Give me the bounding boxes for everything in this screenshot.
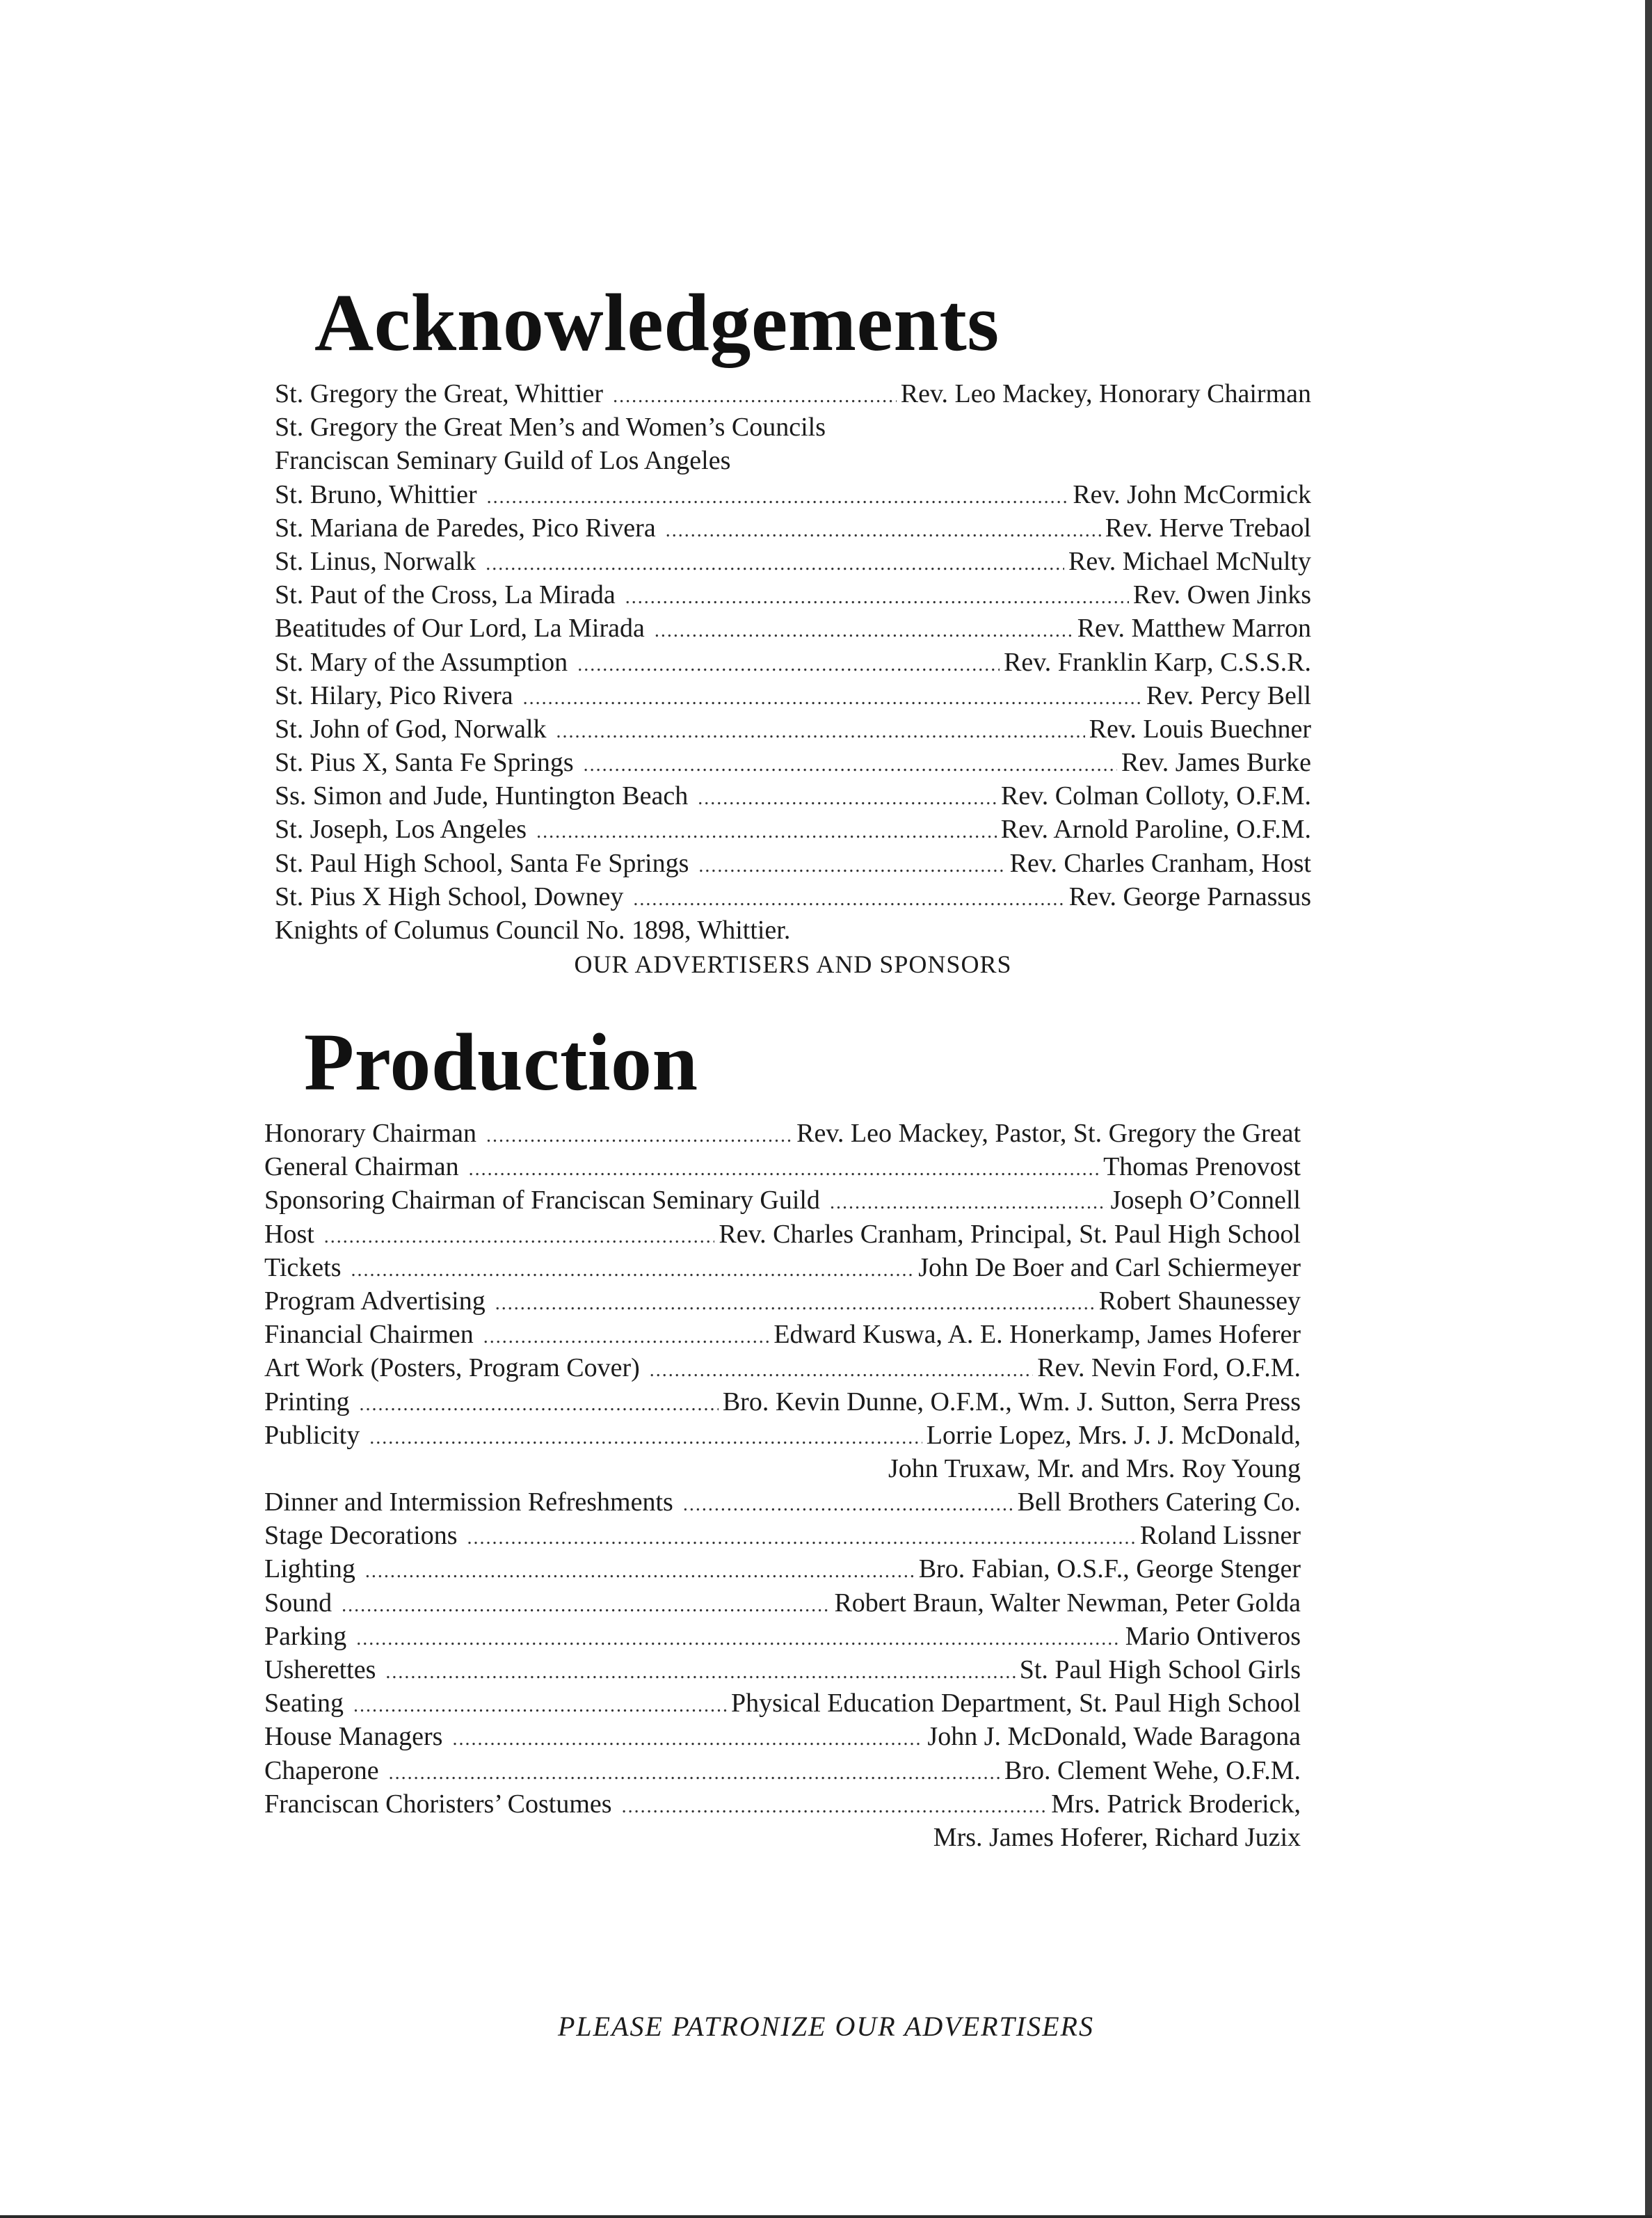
production-entry-name: Usherettes (264, 1655, 376, 1684)
dot-leader (359, 1388, 718, 1421)
acknowledgements-heading: Acknowledgements (314, 277, 1000, 368)
production-entry (264, 1787, 1301, 1821)
production-entry (264, 1519, 1301, 1552)
production-entry-credit: St. Paul High School Girls (1019, 1655, 1301, 1684)
production-entry-name: Art Work (Posters, Program Cover) (264, 1353, 640, 1383)
dot-leader (698, 782, 997, 815)
production-entry-credit: Bro. Clement Wehe, O.F.M. (1004, 1755, 1301, 1785)
production-entry (264, 1351, 1301, 1385)
acknowledgement-entry (275, 913, 1311, 947)
acknowledgement-entry-credit: Rev. Colman Colloty, O.F.M. (1001, 781, 1311, 811)
production-entry (264, 1485, 1301, 1519)
production-entry-credit: Bell Brothers Catering Co. (1017, 1487, 1301, 1517)
acknowledgement-entry-name: St. Gregory the Great, Whittier (275, 379, 604, 408)
acknowledgement-entry-name: St. Mary of the Assumption (275, 647, 568, 677)
production-entry-name: Program Advertising (264, 1286, 486, 1316)
dot-leader (683, 1488, 1013, 1522)
acknowledgement-entry-name: St. Bruno, Whittier (275, 479, 477, 509)
production-list (264, 1117, 1301, 1854)
production-entry-name: Dinner and Intermission Refreshments (264, 1487, 673, 1517)
production-entry-credit: Robert Braun, Walter Newman, Peter Golda (834, 1588, 1301, 1618)
acknowledgement-entry-name: Franciscan Seminary Guild of Los Angeles (275, 446, 731, 476)
production-entry-name: Financial Chairmen (264, 1320, 474, 1350)
dot-leader (389, 1757, 1000, 1790)
dot-leader (486, 1119, 792, 1153)
dot-leader (536, 815, 997, 849)
dot-leader (486, 548, 1064, 581)
production-entry (264, 1284, 1301, 1318)
dot-leader (633, 883, 1064, 916)
acknowledgement-entry-name: St. Hilary, Pico Rivera (275, 680, 513, 710)
dot-leader (483, 1321, 770, 1354)
acknowledgement-entry-name: St. John of God, Norwalk (275, 714, 547, 744)
production-entry-credit: Roland Lissner (1139, 1521, 1301, 1551)
acknowledgement-entry-credit: Rev. George Parnassus (1068, 881, 1311, 911)
dot-leader (523, 682, 1142, 715)
acknowledgement-entry (275, 779, 1311, 813)
production-heading: Production (304, 1016, 698, 1108)
acknowledgement-entry-name: St. Gregory the Great Men’s and Women’s Councils (275, 413, 826, 442)
acknowledgement-entry-credit: Rev. Louis Buechner (1089, 714, 1311, 744)
production-entry-credit: Rev. Leo Mackey, Pastor, St. Gregory the Great (796, 1119, 1301, 1148)
production-entry-name: Honorary Chairman (264, 1119, 476, 1148)
production-entry (264, 1552, 1301, 1586)
acknowledgement-entry (275, 578, 1311, 612)
patronize-advertisers-note: PLEASE PATRONIZE OUR ADVERTISERS (558, 2011, 1094, 2042)
acknowledgement-entry-name: St. Paut of the Cross, La Mirada (275, 580, 616, 610)
dot-leader (342, 1589, 830, 1622)
acknowledgement-entry-credit: Rev. Franklin Karp, C.S.S.R. (1004, 647, 1311, 677)
production-entry-credit: Physical Education Department, St. Paul High School (730, 1689, 1301, 1718)
acknowledgement-entry-credit: Rev. Owen Jinks (1132, 580, 1311, 610)
production-entry (264, 1653, 1301, 1686)
production-entry-credit: Joseph O’Connell (1110, 1186, 1301, 1215)
acknowledgement-entry-name: St. Paul High School, Santa Fe Springs (275, 848, 689, 878)
production-entry (264, 1821, 1301, 1854)
production-entry (264, 1754, 1301, 1787)
dot-leader (650, 1354, 1033, 1387)
dot-leader (625, 581, 1129, 614)
acknowledgement-entry-name: Ss. Simon and Jude, Huntington Beach (275, 781, 689, 811)
production-entry-credit: Thomas Prenovost (1103, 1152, 1301, 1182)
production-entry (264, 1251, 1301, 1284)
production-entry-name: Chaperone (264, 1755, 379, 1785)
acknowledgements-list (275, 377, 1311, 947)
production-entry-credit: Bro. Fabian, O.S.F., George Stenger (918, 1554, 1301, 1584)
production-entry-name: Printing (264, 1387, 350, 1417)
production-entry-credit: Mario Ontiveros (1125, 1621, 1301, 1651)
production-entry-credit: John J. McDonald, Wade Baragona (927, 1722, 1301, 1752)
dot-leader (385, 1656, 1015, 1689)
production-entry-name: Publicity (264, 1420, 360, 1450)
production-entry (264, 1720, 1301, 1753)
dot-leader (655, 614, 1073, 648)
acknowledgement-entry (275, 545, 1311, 578)
acknowledgement-entry-credit: Rev. Percy Bell (1146, 680, 1311, 710)
dot-leader (622, 1790, 1048, 1824)
dot-leader (469, 1153, 1099, 1186)
production-entry-credit: John Truxaw, Mr. and Mrs. Roy Young (888, 1453, 1301, 1483)
acknowledgement-entry (275, 410, 1311, 444)
dot-leader (556, 715, 1085, 749)
production-entry (264, 1419, 1301, 1452)
dot-leader (495, 1287, 1095, 1321)
production-entry (264, 1620, 1301, 1653)
dot-leader (698, 849, 1005, 883)
production-entry (264, 1318, 1301, 1351)
acknowledgement-entry (275, 679, 1311, 712)
dot-leader (487, 481, 1069, 514)
production-entry (264, 1686, 1301, 1720)
acknowledgement-entry-name: St. Linus, Norwalk (275, 546, 476, 576)
production-entry-credit: Rev. Nevin Ford, O.F.M. (1037, 1353, 1301, 1383)
dot-leader (577, 648, 1000, 682)
acknowledgement-entry (275, 813, 1311, 846)
production-entry (264, 1150, 1301, 1183)
acknowledgement-entry (275, 444, 1311, 477)
production-entry (264, 1586, 1301, 1620)
production-entry-name: General Chairman (264, 1152, 459, 1182)
production-entry-name: Sound (264, 1588, 332, 1618)
production-entry-credit: Bro. Kevin Dunne, O.F.M., Wm. J. Sutton, Serra Press (722, 1387, 1301, 1417)
acknowledgement-entry-name: St. Joseph, Los Angeles (275, 815, 527, 845)
acknowledgement-entry (275, 746, 1311, 779)
dot-leader (452, 1723, 923, 1756)
production-entry-credit: Lorrie Lopez, Mrs. J. J. McDonald, (926, 1420, 1301, 1450)
acknowledgement-entry (275, 847, 1311, 880)
acknowledgement-entry-name: Beatitudes of Our Lord, La Mirada (275, 614, 645, 644)
dot-leader (351, 1254, 915, 1287)
production-entry-credit: Rev. Charles Cranham, Principal, St. Paul High School (719, 1219, 1301, 1249)
production-entry-name: Tickets (264, 1252, 342, 1282)
page-bottom-edge (0, 2215, 1652, 2218)
acknowledgement-entry-credit: Rev. Arnold Paroline, O.F.M. (1000, 815, 1311, 845)
production-entry-name: Seating (264, 1689, 344, 1718)
production-entry-name: Franciscan Choristers’ Costumes (264, 1789, 612, 1819)
dot-leader (467, 1522, 1136, 1555)
dot-leader (356, 1622, 1121, 1656)
production-entry-credit: Mrs. Patrick Broderick, (1051, 1789, 1301, 1819)
production-entry (264, 1183, 1301, 1217)
production-entry-credit: Mrs. James Hoferer, Richard Juzix (933, 1822, 1301, 1852)
dot-leader (830, 1186, 1107, 1220)
acknowledgement-entry-credit: Rev. John McCormick (1073, 479, 1311, 509)
dot-leader (584, 749, 1117, 782)
acknowledgement-entry-name: St. Pius X, Santa Fe Springs (275, 748, 574, 778)
acknowledgement-entry-name: Knights of Columus Council No. 1898, Whittier. (275, 916, 791, 945)
acknowledgement-entry (275, 880, 1311, 913)
dot-leader (365, 1555, 915, 1588)
production-entry (264, 1385, 1301, 1419)
production-entry (264, 1218, 1301, 1251)
dot-leader (666, 514, 1101, 548)
acknowledgement-entry (275, 377, 1311, 410)
acknowledgement-entry (275, 612, 1311, 645)
acknowledgement-entry (275, 511, 1311, 545)
dot-leader (353, 1689, 727, 1723)
production-entry-name: Sponsoring Chairman of Franciscan Seminary Guild (264, 1186, 820, 1215)
acknowledgement-entry (275, 478, 1311, 511)
dot-leader (369, 1421, 922, 1455)
production-entry (264, 1117, 1301, 1150)
page-edge-shadow (1645, 0, 1652, 2218)
production-entry-credit: Robert Shaunessey (1098, 1286, 1301, 1316)
acknowledgement-entry-credit: Rev. Matthew Marron (1077, 614, 1311, 644)
production-entry-name: House Managers (264, 1722, 443, 1752)
production-entry-name: Host (264, 1219, 314, 1249)
acknowledgement-entry-credit: Rev. Leo Mackey, Honorary Chairman (900, 379, 1311, 408)
production-entry-credit: John De Boer and Carl Schiermeyer (918, 1252, 1301, 1282)
acknowledgement-entry-credit: Rev. Michael McNulty (1068, 546, 1311, 576)
production-entry-credit: Edward Kuswa, A. E. Honerkamp, James Hoferer (773, 1320, 1301, 1350)
acknowledgement-entry-credit: Rev. Charles Cranham, Host (1009, 848, 1311, 878)
acknowledgement-entry-credit: Rev. James Burke (1121, 748, 1311, 778)
production-entry-name: Stage Decorations (264, 1521, 458, 1551)
dot-leader (613, 380, 897, 413)
production-entry-name: Parking (264, 1621, 347, 1651)
production-entry (264, 1452, 1301, 1485)
advertisers-sponsors-line: OUR ADVERTISERS AND SPONSORS (574, 950, 1012, 978)
acknowledgement-entry (275, 712, 1311, 746)
acknowledgement-entry (275, 646, 1311, 679)
acknowledgement-entry-name: St. Pius X High School, Downey (275, 881, 624, 911)
production-entry-name: Lighting (264, 1554, 355, 1584)
acknowledgement-entry-credit: Rev. Herve Trebaol (1105, 513, 1311, 543)
dot-leader (324, 1220, 715, 1254)
acknowledgement-entry-name: St. Mariana de Paredes, Pico Rivera (275, 513, 656, 543)
